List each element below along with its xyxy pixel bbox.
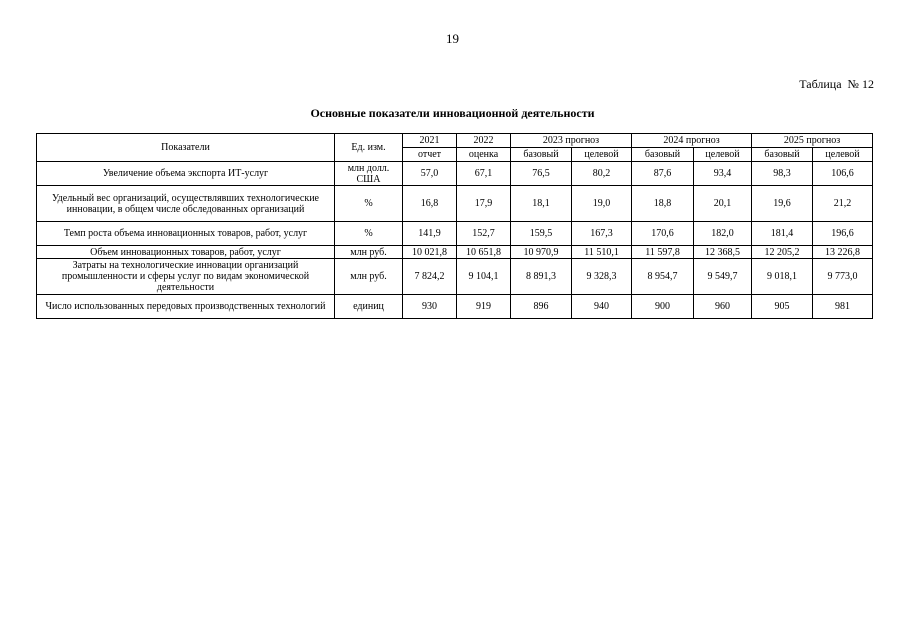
header-2023-forecast: 2023 прогноз [511, 134, 632, 148]
value-cell: 182,0 [694, 222, 752, 246]
header-indicator: Показатели [37, 134, 335, 162]
table-row [37, 186, 873, 222]
value-cell: 9 549,7 [694, 259, 752, 295]
value-cell: 167,3 [572, 222, 632, 246]
value-cell: 16,8 [403, 186, 457, 222]
value-cell: 170,6 [632, 222, 694, 246]
value-cell: 896 [511, 295, 572, 319]
header-2021: 2021 [403, 134, 457, 148]
indicator-cell: Темп роста объема инновационных товаров, работ, услуг [37, 222, 335, 246]
unit-cell: млн руб. [335, 246, 403, 259]
value-cell: 57,0 [403, 162, 457, 186]
value-cell: 12 205,2 [752, 246, 813, 259]
value-cell: 98,3 [752, 162, 813, 186]
value-cell: 9 104,1 [457, 259, 511, 295]
document-title: Основные показатели инновационной деятельности [310, 106, 595, 120]
value-cell: 80,2 [572, 162, 632, 186]
indicator-cell: Число использованных передовых производственных технологий [37, 295, 335, 319]
header-2021-report: отчет [403, 148, 457, 162]
header-2023-target: целевой [572, 148, 632, 162]
value-cell: 196,6 [813, 222, 873, 246]
header-2022: 2022 [457, 134, 511, 148]
value-cell: 919 [457, 295, 511, 319]
value-cell: 20,1 [694, 186, 752, 222]
table-row [37, 295, 873, 319]
value-cell: 87,6 [632, 162, 694, 186]
table-row [37, 246, 873, 259]
value-cell: 18,1 [511, 186, 572, 222]
value-cell: 905 [752, 295, 813, 319]
header-2025-base: базовый [752, 148, 813, 162]
value-cell: 67,1 [457, 162, 511, 186]
value-cell: 8 954,7 [632, 259, 694, 295]
unit-cell: единиц [335, 295, 403, 319]
value-cell: 19,0 [572, 186, 632, 222]
value-cell: 10 021,8 [403, 246, 457, 259]
table-body [37, 162, 873, 319]
table-row [37, 162, 873, 186]
page-number: 19 [446, 31, 459, 46]
value-cell: 18,8 [632, 186, 694, 222]
value-cell: 76,5 [511, 162, 572, 186]
table-row [37, 222, 873, 246]
value-cell: 10 970,9 [511, 246, 572, 259]
value-cell: 11 510,1 [572, 246, 632, 259]
unit-cell: млн долл. США [335, 162, 403, 186]
header-unit: Ед. изм. [335, 134, 403, 162]
value-cell: 12 368,5 [694, 246, 752, 259]
value-cell: 159,5 [511, 222, 572, 246]
unit-cell: млн руб. [335, 259, 403, 295]
unit-cell: % [335, 222, 403, 246]
value-cell: 8 891,3 [511, 259, 572, 295]
value-cell: 17,9 [457, 186, 511, 222]
value-cell: 900 [632, 295, 694, 319]
value-cell: 930 [403, 295, 457, 319]
table-label: Таблица № 12 [799, 77, 874, 91]
value-cell: 10 651,8 [457, 246, 511, 259]
value-cell: 93,4 [694, 162, 752, 186]
value-cell: 981 [813, 295, 873, 319]
indicator-cell: Объем инновационных товаров, работ, услуг [37, 246, 335, 259]
header-2024-target: целевой [694, 148, 752, 162]
indicators-table [36, 133, 873, 319]
indicator-cell: Увеличение объема экспорта ИТ-услуг [37, 162, 335, 186]
indicator-cell: Затраты на технологические инновации организаций промышленности и сферы услуг по видам экономической деятельности [37, 259, 335, 295]
value-cell: 106,6 [813, 162, 873, 186]
value-cell: 9 773,0 [813, 259, 873, 295]
value-cell: 21,2 [813, 186, 873, 222]
header-2022-estimate: оценка [457, 148, 511, 162]
value-cell: 141,9 [403, 222, 457, 246]
value-cell: 11 597,8 [632, 246, 694, 259]
value-cell: 960 [694, 295, 752, 319]
header-2023-base: базовый [511, 148, 572, 162]
value-cell: 940 [572, 295, 632, 319]
header-2025-target: целевой [813, 148, 873, 162]
value-cell: 9 018,1 [752, 259, 813, 295]
header-2025-forecast: 2025 прогноз [752, 134, 873, 148]
value-cell: 9 328,3 [572, 259, 632, 295]
value-cell: 181,4 [752, 222, 813, 246]
unit-cell: % [335, 186, 403, 222]
indicator-cell: Удельный вес организаций, осуществлявших технологические инновации, в общем числе обследованных организаций [37, 186, 335, 222]
value-cell: 19,6 [752, 186, 813, 222]
header-2024-base: базовый [632, 148, 694, 162]
value-cell: 152,7 [457, 222, 511, 246]
value-cell: 7 824,2 [403, 259, 457, 295]
header-2024-forecast: 2024 прогноз [632, 134, 752, 148]
table-row [37, 259, 873, 295]
value-cell: 13 226,8 [813, 246, 873, 259]
